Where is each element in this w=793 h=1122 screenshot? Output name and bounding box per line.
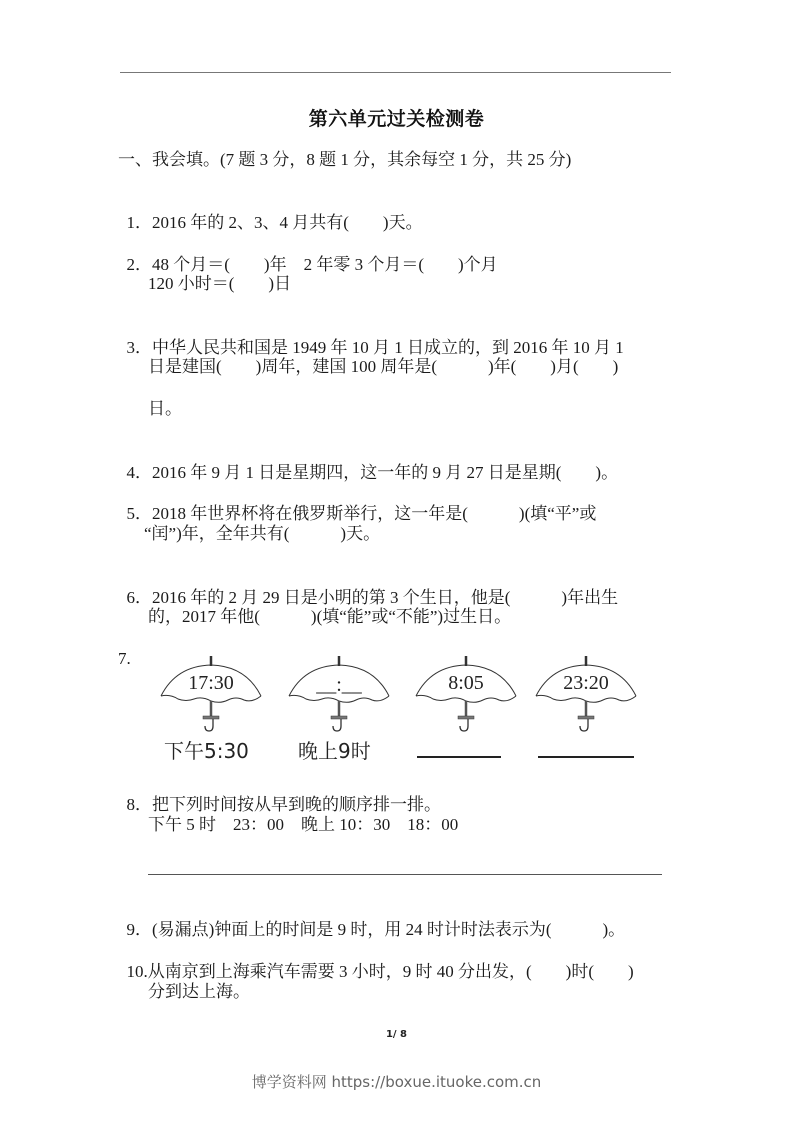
- question-2-line-2: 120 小时＝( )日: [148, 274, 292, 293]
- question-number: 5．: [126, 504, 152, 523]
- umbrella-1: [156, 654, 266, 734]
- question-2: [118, 232, 498, 276]
- question-number: 6．: [126, 588, 152, 607]
- page-number: 1/ 8: [385, 1029, 408, 1040]
- umbrella-4-answer-line[interactable]: [538, 756, 634, 758]
- umbrella-time: 17:30: [188, 672, 234, 694]
- question-9: [118, 897, 625, 941]
- question-text: 中华人民共和国是 1949 年 10 月 1 日成立的，到 2016 年 10 月 1: [152, 338, 624, 357]
- question-text: 48 个月＝( )年 2 年零 3 个月＝( )个月: [152, 255, 498, 274]
- umbrella-1-label: 下午5:30: [164, 739, 249, 763]
- question-8: [118, 772, 441, 816]
- question-text: 2018 年世界杯将在俄罗斯举行，这一年是( )(填“平”或: [152, 504, 597, 523]
- question-8-answer-line[interactable]: [148, 874, 662, 875]
- top-divider: [120, 72, 671, 73]
- question-4: [118, 440, 618, 484]
- question-text: 2016 年 9 月 1 日是星期四，这一年的 9 月 27 日是星期( )。: [152, 463, 619, 482]
- question-number: 1．: [126, 213, 152, 232]
- umbrella-4: [531, 654, 641, 734]
- umbrella-3: [411, 654, 521, 734]
- umbrella-time: 8:05: [448, 672, 484, 694]
- question-3-line-2: 日是建国( )周年，建国 100 周年是( )年( )月( ): [148, 357, 619, 376]
- question-text: (易漏点)钟面上的时间是 9 时，用 24 时计时法表示为( )。: [152, 920, 626, 939]
- watermark: 博学资料网 https://boxue.ituoke.com.cn: [251, 1073, 542, 1091]
- question-text: 把下列时间按从早到晚的顺序排一排。: [152, 795, 441, 814]
- umbrella-2-label: 晚上9时: [298, 739, 371, 763]
- question-10-line-2: 分到达上海。: [148, 982, 250, 1001]
- question-number: 4．: [126, 463, 152, 482]
- question-number: 10.: [126, 962, 148, 981]
- umbrella-time-blank[interactable]: __:__: [316, 674, 362, 696]
- question-3: [118, 315, 624, 359]
- question-number: 9．: [126, 920, 152, 939]
- umbrella-2: [284, 654, 394, 734]
- umbrella-time: 23:20: [563, 672, 609, 694]
- question-5: [118, 481, 596, 525]
- page-title: 第六单元过关检测卷: [308, 108, 485, 130]
- question-10: [118, 939, 634, 983]
- question-8-times: 下午 5 时 23：00 晚上 10：30 18：00: [148, 815, 459, 834]
- question-number: 2．: [126, 255, 152, 274]
- question-6: [118, 565, 618, 609]
- question-number: 3．: [126, 338, 152, 357]
- question-text: 2016 年的 2 月 29 日是小明的第 3 个生日，他是( )年出生: [152, 588, 619, 607]
- question-5-line-2: “闰”)年，全年共有( )天。: [144, 524, 381, 543]
- question-text: 从南京到上海乘汽车需要 3 小时，9 时 40 分出发，( )时( ): [147, 962, 634, 981]
- question-text: 2016 年的 2、3、4 月共有( )天。: [152, 213, 423, 232]
- umbrella-3-answer-line[interactable]: [417, 756, 501, 758]
- section-heading: 一、我会填。(7 题 3 分，8 题 1 分，其余每空 1 分，共 25 分): [118, 150, 572, 169]
- question-6-line-2: 的，2017 年他( )(填“能”或“不能”)过生日。: [148, 607, 512, 626]
- question-1: [118, 190, 423, 234]
- question-3-line-3: 日。: [148, 399, 182, 418]
- question-7-number: 7.: [118, 649, 131, 668]
- question-number: 8．: [126, 795, 152, 814]
